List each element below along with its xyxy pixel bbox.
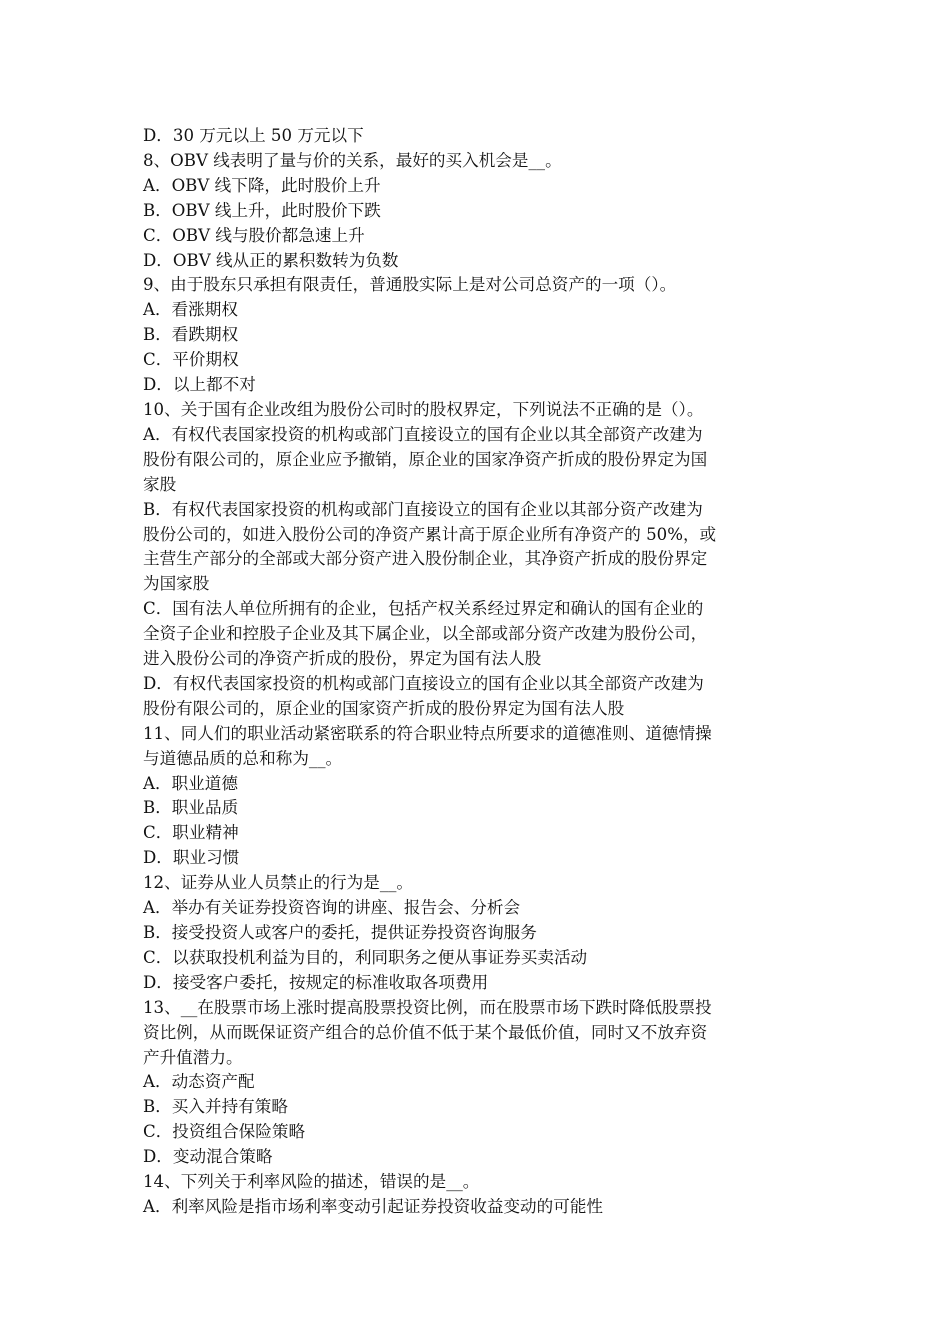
text-line: B．看跌期权	[143, 325, 239, 345]
text-line: A．有权代表国家投资的机构或部门直接设立的国有企业以其全部资产改建为	[143, 424, 703, 444]
text-line: A．举办有关证券投资咨询的讲座、报告会、分析会	[143, 898, 521, 918]
text-line: D．接受客户委托，按规定的标准收取各项费用	[143, 972, 489, 992]
text-line: A．动态资产配	[143, 1072, 255, 1092]
text-line: B．职业品质	[143, 798, 239, 818]
text-line: D．职业习惯	[143, 848, 240, 868]
text-line: 股份有限公司的，原企业的国家资产折成的股份界定为国有法人股	[143, 698, 625, 718]
text-line: A．利率风险是指市场利率变动引起证券投资收益变动的可能性	[143, 1196, 604, 1216]
text-line: C．职业精神	[143, 823, 239, 843]
text-line: 进入股份公司的净资产折成的股份，界定为国有法人股	[143, 649, 542, 669]
text-line: A．OBV 线下降，此时股价上升	[143, 175, 381, 195]
text-line: 主营生产部分的全部或大部分资产进入股份制企业，其净资产折成的股份界定	[143, 549, 708, 569]
text-line: 与道德品质的总和称为__。	[143, 748, 343, 768]
text-line: 13、__在股票市场上涨时提高股票投资比例，而在股票市场下跌时降低股票投	[143, 997, 712, 1017]
text-line: C．平价期权	[143, 350, 239, 370]
text-line: A．职业道德	[143, 773, 238, 793]
text-line: 12、证券从业人员禁止的行为是__。	[143, 873, 414, 893]
text-line: 14、下列关于利率风险的描述，错误的是__。	[143, 1172, 480, 1192]
text-line: D．OBV 线从正的累积数转为负数	[143, 250, 399, 270]
text-line: C．OBV 线与股价都急速上升	[143, 225, 365, 245]
text-line: 全资子企业和控股子企业及其下属企业，以全部或部分资产改建为股份公司，	[143, 624, 708, 644]
text-line: 股份公司的，如进入股份公司的净资产累计高于原企业所有净资产的 50%，或	[143, 524, 717, 544]
text-line: C．国有法人单位所拥有的企业，包括产权关系经过界定和确认的国有企业的	[143, 599, 704, 619]
text-line: D．变动混合策略	[143, 1147, 273, 1167]
text-line: B．接受投资人或客户的委托，提供证券投资咨询服务	[143, 923, 537, 942]
text-line: 家股	[143, 474, 177, 494]
text-line: 8、OBV 线表明了量与价的关系，最好的买入机会是__。	[143, 150, 562, 170]
text-line: C．投资组合保险策略	[143, 1122, 306, 1142]
document-body	[143, 124, 811, 1220]
text-line: B．买入并持有策略	[143, 1097, 288, 1117]
text-line: B．有权代表国家投资的机构或部门直接设立的国有企业以其部分资产改建为	[143, 499, 703, 519]
text-line: A．看涨期权	[143, 300, 238, 320]
text-line: B．OBV 线上升，此时股价下跌	[143, 200, 381, 220]
text-line: 资比例，从而既保证资产组合的总价值不低于某个最低价值，同时又不放弃资	[143, 1022, 708, 1042]
text-line: 10、关于国有企业改组为股份公司时的股权界定，下列说法不正确的是（）。	[143, 399, 704, 419]
text-line: D．以上都不对	[143, 375, 256, 395]
text-line: 股份有限公司的，原企业应予撤销，原企业的国家净资产折成的股份界定为国	[143, 449, 708, 469]
text-line: D．30 万元以上 50 万元以下	[143, 126, 364, 145]
text-line: 9、由于股东只承担有限责任，普通股实际上是对公司总资产的一项（）。	[143, 275, 677, 295]
text-line: C．以获取投机利益为目的，利同职务之便从事证券买卖活动	[143, 947, 588, 967]
text-line: D．有权代表国家投资的机构或部门直接设立的国有企业以其全部资产改建为	[143, 673, 704, 693]
text-line: 为国家股	[143, 574, 210, 594]
text-line: 11、同人们的职业活动紧密联系的符合职业特点所要求的道德准则、道德情操	[143, 723, 712, 743]
text-line: 产升值潜力。	[143, 1047, 243, 1067]
